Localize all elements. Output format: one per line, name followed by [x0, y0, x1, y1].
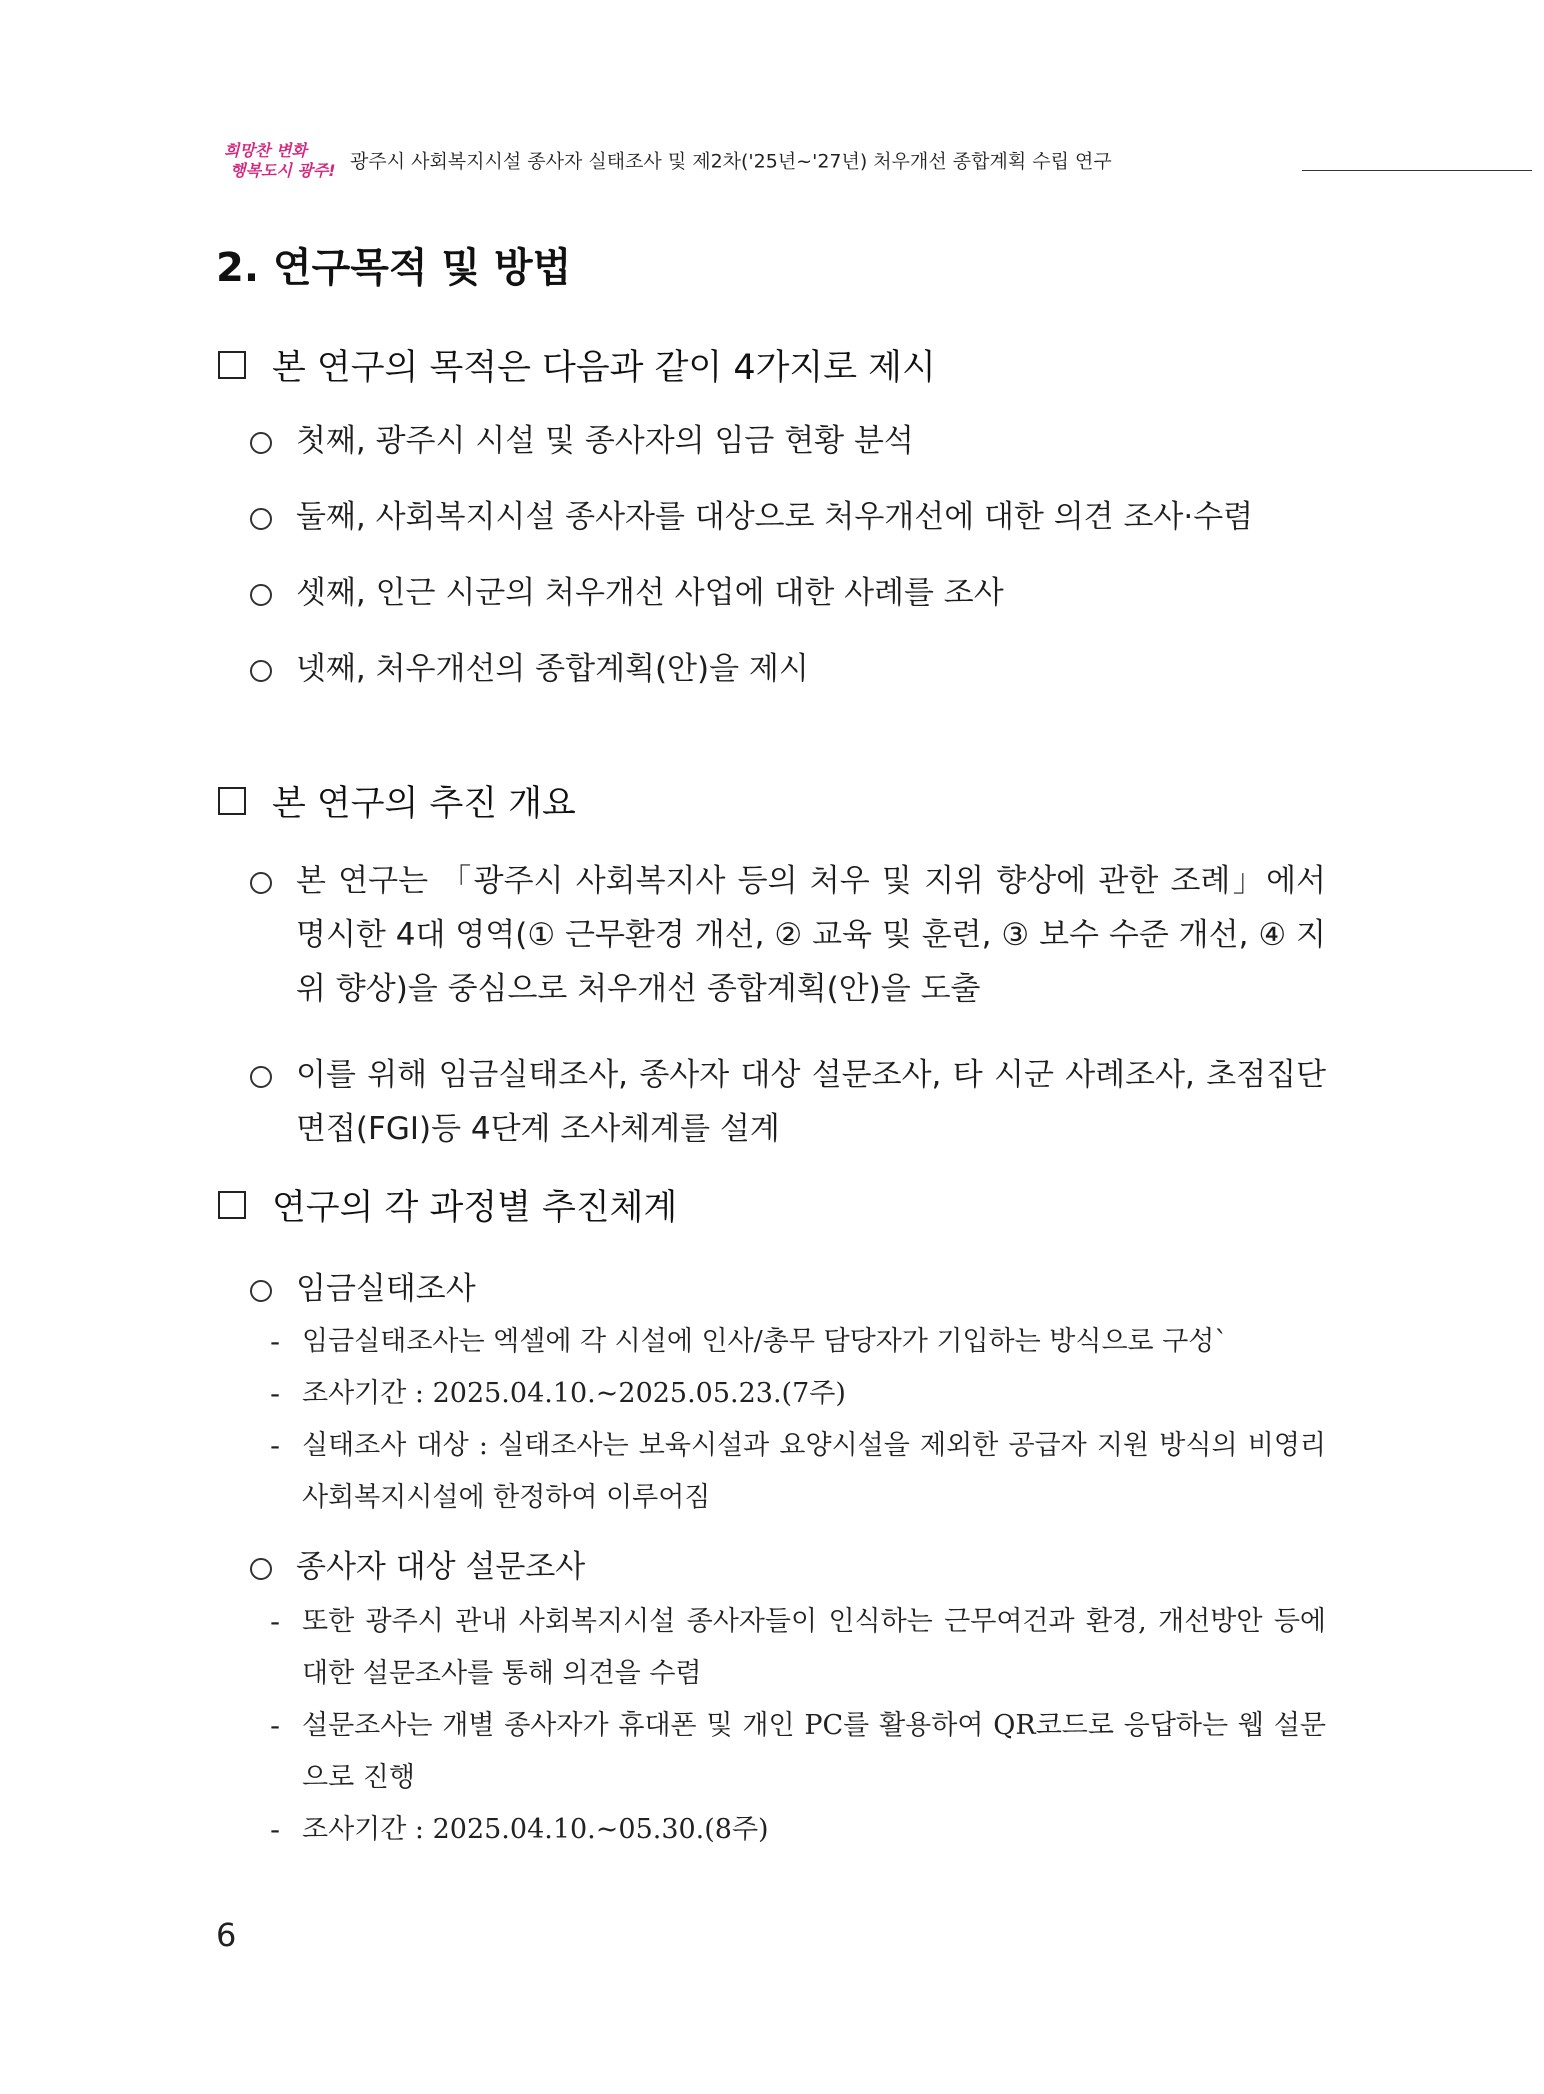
subsection-title-staff-survey [246, 1540, 1326, 1594]
section-heading-purpose [218, 340, 936, 390]
list-item [246, 1048, 1326, 1156]
subsection-title-text: 임금실태조사 [296, 1271, 476, 1307]
dash-marker: - [270, 1813, 281, 1846]
dash-item [266, 1804, 1326, 1856]
heading-text: 본 연구의 목적은 다음과 같이 4가지로 제시 [272, 348, 936, 388]
list-item-text: 본 연구는 「광주시 사회복지사 등의 처우 및 지위 향상에 관한 조례」에서 명시한 4대 영역(① 근무환경 개선, ② 교육 및 훈련, ③ 보수 수준 개선, ④ 지위 향상)을 중심으로 처우개선 종합계획(안)을 도출 [296, 863, 1326, 1007]
dash-item-text: 설문조사는 개별 종사자가 휴대폰 및 개인 PC를 활용하여 QR코드로 응답하는 웹 설문으로 진행 [302, 1710, 1326, 1793]
dash-item [266, 1700, 1326, 1804]
section-title: 2. 연구목적 및 방법 [216, 245, 572, 291]
dash-item [266, 1368, 1326, 1420]
list-item [246, 490, 1326, 544]
running-header [222, 138, 1542, 182]
circle-bullet-icon [250, 432, 272, 454]
list-item-text: 넷째, 처우개선의 종합계획(안)을 제시 [296, 651, 809, 687]
heading-text: 연구의 각 과정별 추진체계 [272, 1188, 678, 1228]
dash-marker: - [270, 1325, 281, 1358]
dash-item-text: 임금실태조사는 엑셀에 각 시설에 인사/총무 담당자가 기입하는 방식으로 구성` [302, 1326, 1228, 1357]
city-slogan-logo [222, 138, 346, 182]
dash-marker: - [270, 1605, 281, 1638]
checkbox-square-icon [218, 787, 246, 815]
list-item-text: 이를 위해 임금실태조사, 종사자 대상 설문조사, 타 시군 사례조사, 초점집단면접(FGI)등 4단계 조사체계를 설계 [296, 1057, 1326, 1147]
list-item-text: 첫째, 광주시 시설 및 종사자의 임금 현황 분석 [296, 423, 914, 459]
dash-marker: - [270, 1709, 281, 1742]
list-item [246, 414, 1326, 468]
dash-marker: - [270, 1429, 281, 1462]
header-rule [1302, 170, 1532, 171]
checkbox-square-icon [218, 1191, 246, 1219]
page-number: 6 [216, 1916, 237, 1954]
checkbox-square-icon [218, 351, 246, 379]
svg-text:행복도시 광주!: 행복도시 광주! [230, 161, 336, 180]
list-item-text: 둘째, 사회복지시설 종사자를 대상으로 처우개선에 대한 의견 조사·수렴 [296, 499, 1254, 535]
dash-item-text: 조사기간 : 2025.04.10.~05.30.(8주) [302, 1814, 769, 1845]
circle-bullet-icon [250, 1558, 272, 1580]
dash-item [266, 1316, 1326, 1368]
dash-item-text: 또한 광주시 관내 사회복지시설 종사자들이 인식하는 근무여건과 환경, 개선방안 등에 대한 설문조사를 통해 의견을 수렴 [302, 1606, 1326, 1689]
subsection-title-text: 종사자 대상 설문조사 [296, 1549, 586, 1585]
list-item [246, 642, 1326, 696]
section-heading-process [218, 1180, 677, 1230]
dash-item-text: 조사기간 : 2025.04.10.~2025.05.23.(7주) [302, 1378, 846, 1409]
dash-marker: - [270, 1377, 281, 1410]
circle-bullet-icon [250, 584, 272, 606]
circle-bullet-icon [250, 1066, 272, 1088]
header-title: 광주시 사회복지시설 종사자 실태조사 및 제2차('25년~'27년) 처우개선 종합계획 수립 연구 [350, 150, 1112, 173]
circle-bullet-icon [250, 1280, 272, 1302]
section-heading-overview [218, 776, 576, 826]
dash-item-text: 실태조사 대상 : 실태조사는 보육시설과 요양시설을 제외한 공급자 지원 방식의 비영리 사회복지시설에 한정하여 이루어짐 [302, 1430, 1326, 1513]
circle-bullet-icon [250, 660, 272, 682]
list-item [246, 854, 1326, 1016]
dash-item [266, 1596, 1326, 1700]
dash-item [266, 1420, 1326, 1524]
circle-bullet-icon [250, 508, 272, 530]
circle-bullet-icon [250, 872, 272, 894]
heading-text: 본 연구의 추진 개요 [272, 784, 576, 824]
list-item-text: 셋째, 인근 시군의 처우개선 사업에 대한 사례를 조사 [296, 575, 1004, 611]
subsection-title-wage-survey [246, 1262, 1326, 1316]
svg-text:희망찬 변화: 희망찬 변화 [224, 141, 307, 160]
list-item [246, 566, 1326, 620]
